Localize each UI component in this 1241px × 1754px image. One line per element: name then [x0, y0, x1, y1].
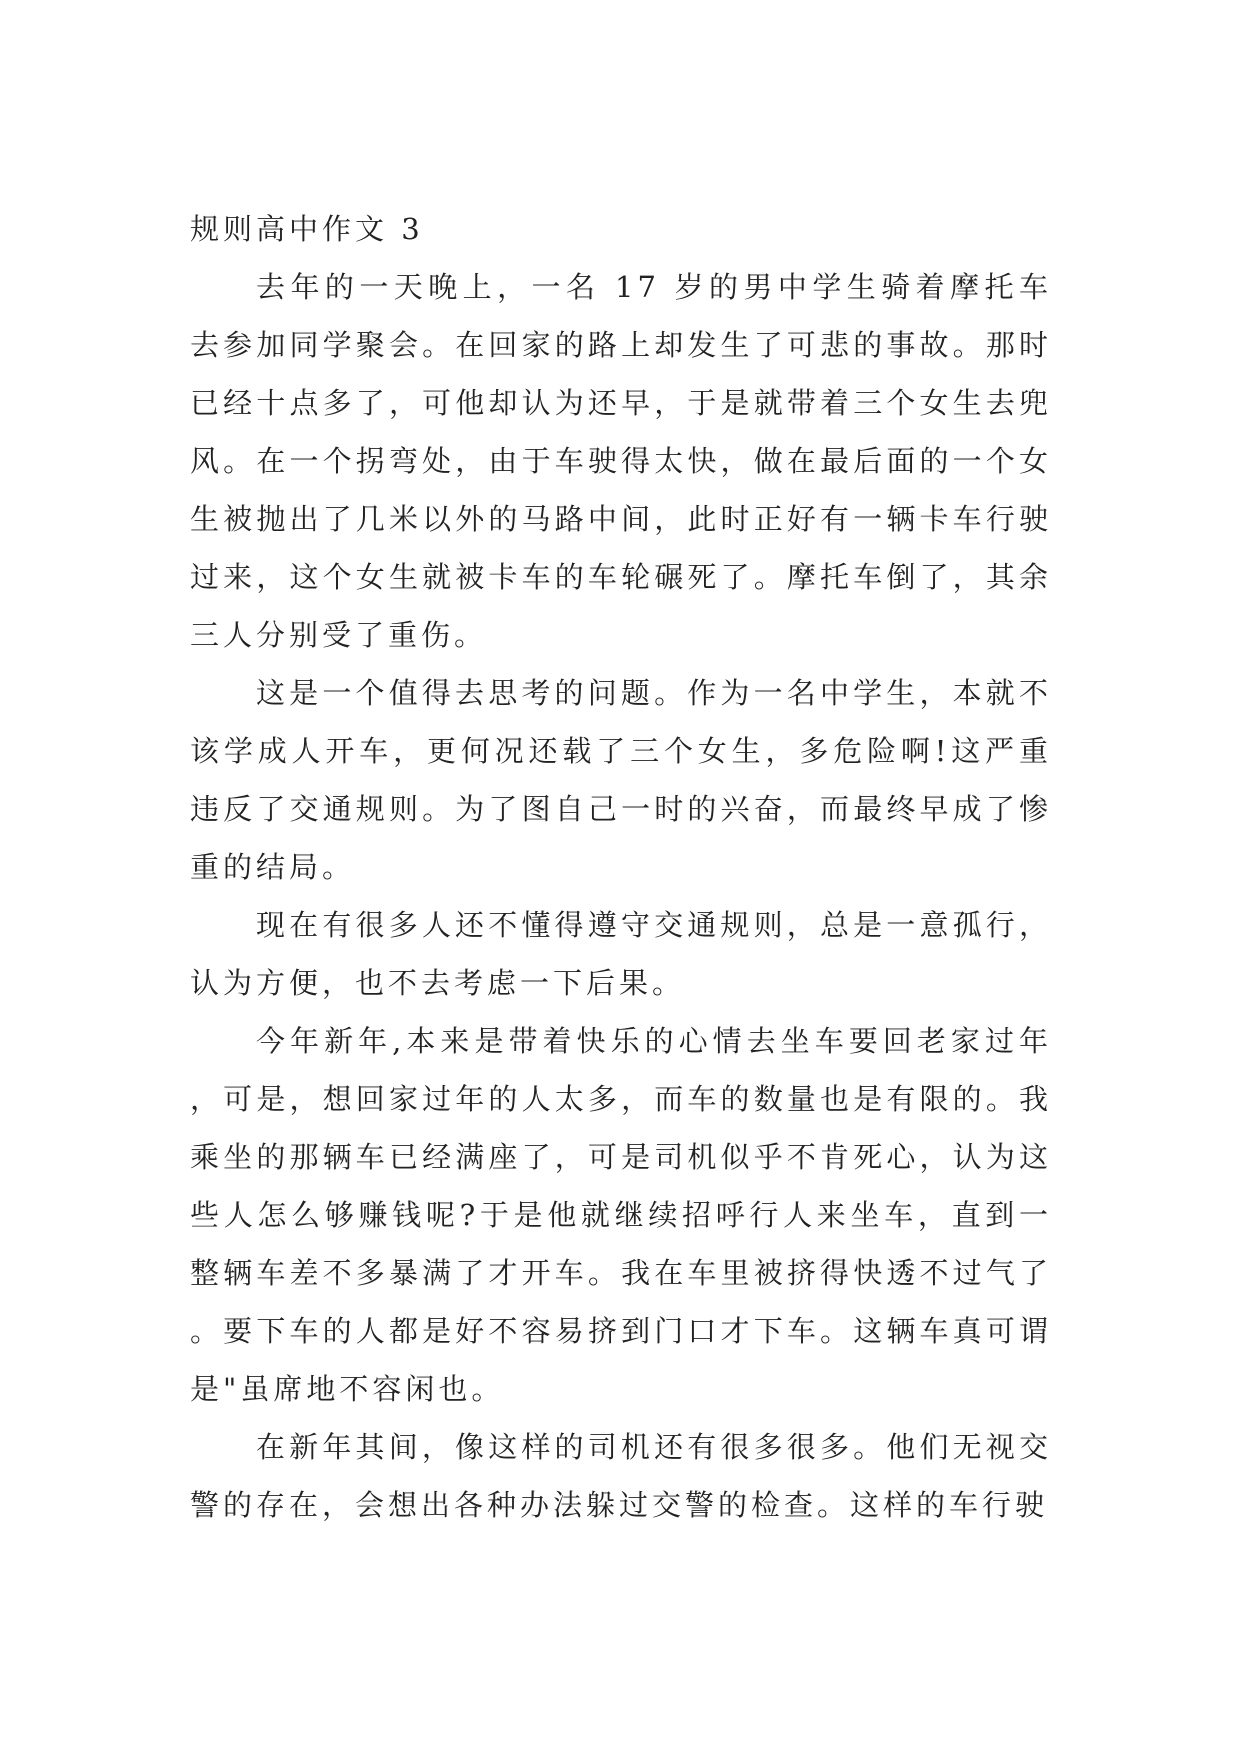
document-title: 规则高中作文 3 [190, 212, 424, 246]
document-body [190, 200, 1052, 1534]
paragraph-4: 今年新年,本来是带着快乐的心情去坐车要回老家过年，可是，想回家过年的人太多，而车的数量也是有限的。我乘坐的那辆车已经满座了，可是司机似乎不肯死心，认为这些人怎么够赚钱呢?于是他就继续招呼行人来坐车，直到一整辆车差不多暴满了才开车。我在车里被挤得快透不过气了。要下车的人都是好不容易挤到门口才下车。这辆车真可谓是"虽席地不容闲也。 [190, 1024, 1052, 1406]
paragraph-1: 去年的一天晚上，一名 17 岁的男中学生骑着摩托车去参加同学聚会。在回家的路上却发生了可悲的事故。那时已经十点多了，可他却认为还早，于是就带着三个女生去兜风。在一个拐弯处，由于车驶得太快，做在最后面的一个女生被抛出了几米以外的马路中间，此时正好有一辆卡车行驶过来，这个女生就被卡车的车轮碾死了。摩托车倒了，其余三人分别受了重伤。 [190, 270, 1052, 652]
paragraph-3: 现在有很多人还不懂得遵守交通规则，总是一意孤行，认为方便，也不去考虑一下后果。 [190, 908, 1052, 1000]
paragraph-5: 在新年其间，像这样的司机还有很多很多。他们无视交警的存在，会想出各种办法躲过交警的检查。这样的车行驶 [190, 1430, 1052, 1522]
paragraph-2: 这是一个值得去思考的问题。作为一名中学生，本就不该学成人开车，更何况还载了三个女生，多危险啊!这严重违反了交通规则。为了图自己一时的兴奋，而最终早成了惨重的结局。 [190, 676, 1052, 884]
